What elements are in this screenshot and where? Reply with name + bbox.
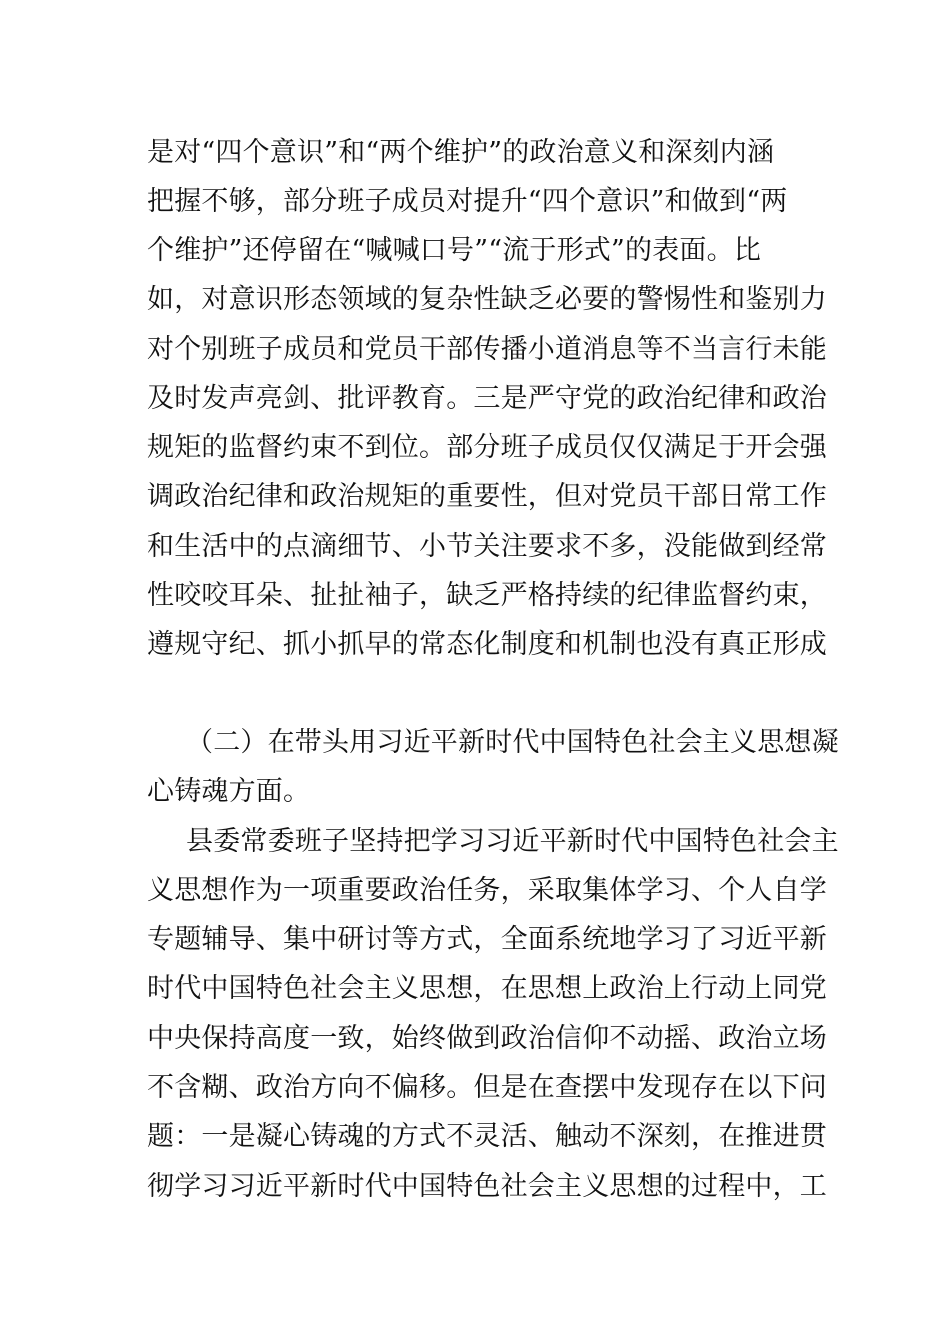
text-line: 中央保持高度一致，始终做到政治信仰不动摇、政治立场 xyxy=(147,1023,827,1054)
heading-line: （二）在带头用习近平新时代中国特色社会主义思想凝 xyxy=(186,727,839,758)
text-line: 县委常委班子坚持把学习习近平新时代中国特色社会主 xyxy=(186,826,839,857)
text-line: 遵规守纪、抓小抓早的常态化制度和机制也没有真正形成 xyxy=(147,629,827,660)
heading-line: 心铸魂方面。 xyxy=(147,776,311,807)
text-line: 彻学习习近平新时代中国特色社会主义思想的过程中，工 xyxy=(147,1171,827,1202)
text-line: 和生活中的点滴细节、小节关注要求不多，没能做到经常 xyxy=(147,531,827,562)
text-line: 义思想作为一项重要政治任务，采取集体学习、个人自学 xyxy=(147,875,827,906)
text-line: 专题辅导、集中研讨等方式，全面系统地学习了习近平新 xyxy=(147,924,827,955)
text-line: 对个别班子成员和党员干部传播小道消息等不当言行未能 xyxy=(147,334,827,365)
text-line: 不含糊、政治方向不偏移。但是在查摆中发现存在以下问 xyxy=(147,1072,827,1103)
text-line: 调政治纪律和政治规矩的重要性，但对党员干部日常工作 xyxy=(147,481,827,512)
text-line: 时代中国特色社会主义思想，在思想上政治上行动上同党 xyxy=(147,973,827,1004)
text-line: 规矩的监督约束不到位。部分班子成员仅仅满足于开会强 xyxy=(147,432,827,463)
text-line: 性咬咬耳朵、扯扯袖子，缺乏严格持续的纪律监督约束， xyxy=(147,580,827,611)
text-line: 是对“四个意识”和“两个维护”的政治意义和深刻内涵 xyxy=(147,137,775,168)
text-line: 如，对意识形态领域的复杂性缺乏必要的警惕性和鉴别力 xyxy=(147,284,827,315)
text-line: 个维护”还停留在“喊喊口号”“流于形式”的表面。比 xyxy=(147,235,762,266)
text-line: 题：一是凝心铸魂的方式不灵活、触动不深刻，在推进贯 xyxy=(147,1121,827,1152)
text-line: 把握不够，部分班子成员对提升“四个意识”和做到“两 xyxy=(147,186,788,217)
text-line: 及时发声亮剑、批评教育。三是严守党的政治纪律和政治 xyxy=(147,383,827,414)
